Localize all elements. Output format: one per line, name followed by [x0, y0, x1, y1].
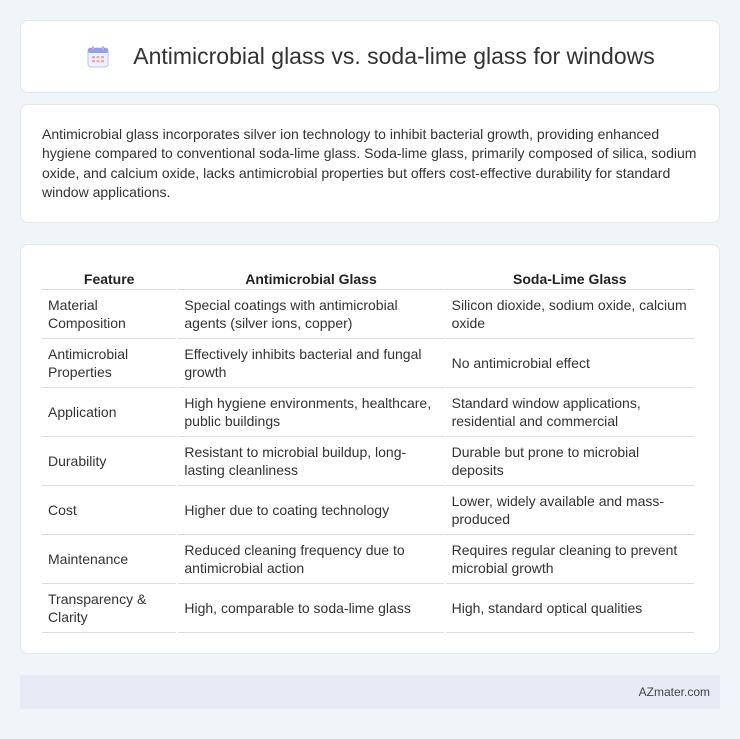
table-row	[42, 290, 694, 339]
antimicrobial-cell: High, comparable to soda-lime glass	[178, 584, 443, 633]
feature-cell: Antimicrobial Properties	[42, 339, 176, 388]
soda-lime-cell: Standard window applications, residential and commercial	[446, 388, 694, 437]
comparison-table	[40, 266, 696, 633]
feature-cell: Durability	[42, 437, 176, 486]
soda-lime-cell: High, standard optical qualities	[446, 584, 694, 633]
soda-lime-cell: Durable but prone to microbial deposits	[446, 437, 694, 486]
page-title: Antimicrobial glass vs. soda-lime glass for windows	[133, 43, 655, 69]
feature-cell: Application	[42, 388, 176, 437]
comparison-card	[20, 244, 720, 654]
table-row	[42, 584, 694, 633]
header-soda-lime-glass: Soda-Lime Glass	[446, 266, 694, 290]
soda-lime-cell: Lower, widely available and mass-produced	[446, 486, 694, 535]
footer-bar	[20, 675, 720, 709]
antimicrobial-cell: Resistant to microbial buildup, long-lasting cleanliness	[178, 437, 443, 486]
feature-cell: Transparency & Clarity	[42, 584, 176, 633]
table-row	[42, 388, 694, 437]
table-row	[42, 437, 694, 486]
soda-lime-cell: Requires regular cleaning to prevent microbial growth	[446, 535, 694, 584]
footer-brand[interactable]: AZmater.com	[638, 685, 710, 699]
feature-cell: Cost	[42, 486, 176, 535]
soda-lime-cell: Silicon dioxide, sodium oxide, calcium oxide	[446, 290, 694, 339]
feature-cell: Maintenance	[42, 535, 176, 584]
antimicrobial-cell: Special coatings with antimicrobial agents (silver ions, copper)	[178, 290, 443, 339]
header-antimicrobial-glass: Antimicrobial Glass	[178, 266, 443, 290]
title-card	[20, 20, 720, 93]
table-row	[42, 339, 694, 388]
intro-card	[20, 104, 720, 223]
feature-cell: Material Composition	[42, 290, 176, 339]
header-feature: Feature	[42, 266, 176, 290]
table-header-row	[42, 266, 694, 290]
antimicrobial-cell: Effectively inhibits bacterial and fungal growth	[178, 339, 443, 388]
intro-paragraph: Antimicrobial glass incorporates silver ion technology to inhibit bacterial growth, providing enhanced hygiene compared to conventional soda-lime glass. Soda-lime glass, primarily composed of silica, sodium oxide, and calcium oxide, lacks antimicrobial properties but offers cost-effective durability for standard window applications.	[42, 126, 697, 200]
table-row	[42, 535, 694, 584]
antimicrobial-cell: Reduced cleaning frequency due to antimicrobial action	[178, 535, 443, 584]
calendar-grid-icon	[85, 44, 111, 70]
antimicrobial-cell: Higher due to coating technology	[178, 486, 443, 535]
antimicrobial-cell: High hygiene environments, healthcare, public buildings	[178, 388, 443, 437]
table-row	[42, 486, 694, 535]
soda-lime-cell: No antimicrobial effect	[446, 339, 694, 388]
